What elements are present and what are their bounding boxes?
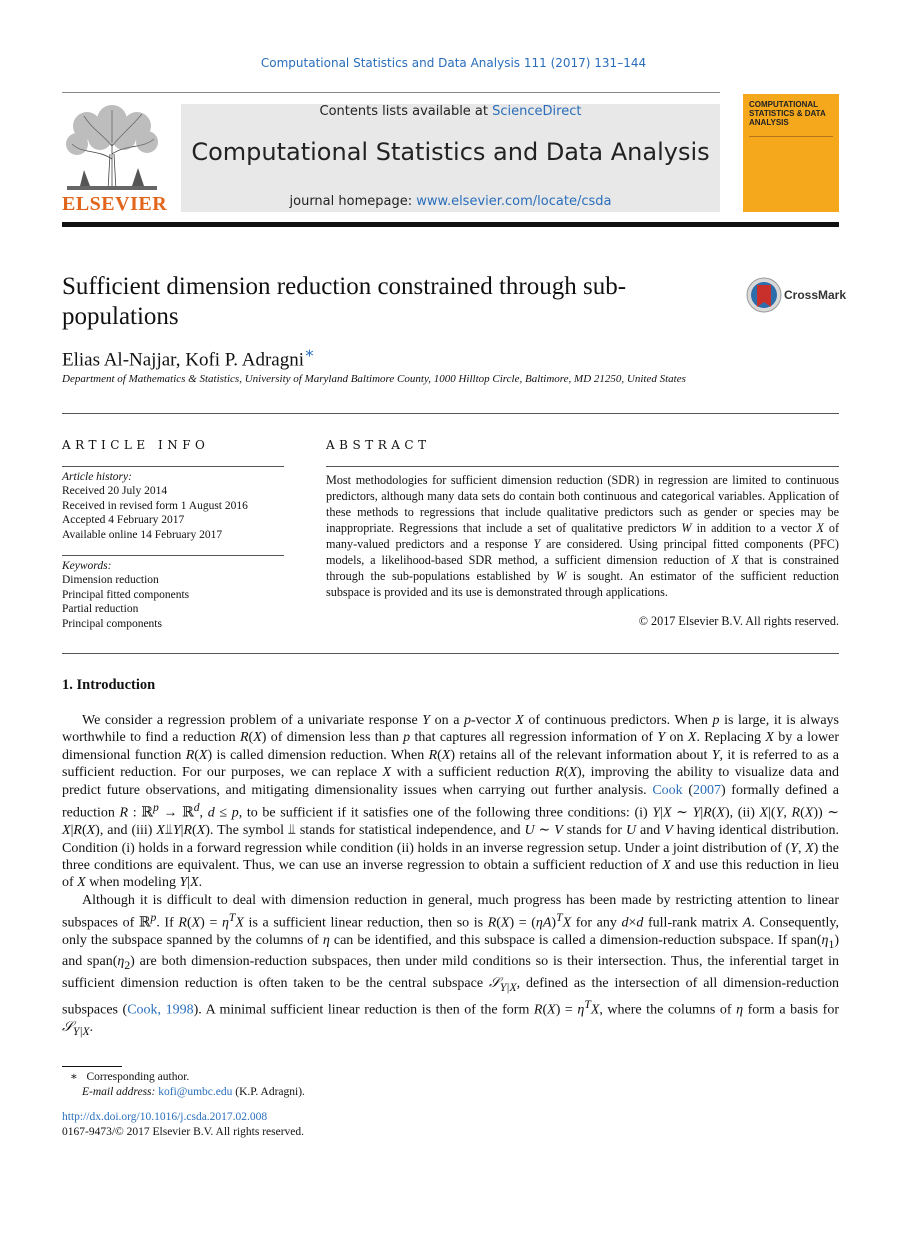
journal-citation[interactable]: Computational Statistics and Data Analysis 111 (2017) 131–144 <box>260 56 647 70</box>
introduction-text <box>62 712 839 1040</box>
footnote-rule <box>62 1066 122 1067</box>
article-info-heading: ARTICLE INFO <box>62 438 210 452</box>
doi-link[interactable]: http://dx.doi.org/10.1016/j.csda.2017.02.008 <box>62 1111 268 1123</box>
citation-link[interactable]: Cook, 1998 <box>127 1002 194 1018</box>
divider <box>62 555 284 556</box>
email-link[interactable]: kofi@umbc.edu <box>158 1086 233 1098</box>
citation-link[interactable]: Cook <box>652 782 683 798</box>
abstract-body: Most methodologies for sufficient dimension reduction (SDR) in regression are limited to continuous predictors, although many data sets do contain both continuous and categorical variables. Application of these methods to regressions that include qualitative predictors such as gender or species may be inappropriate. Regressions that include a set of qualitative predictors W in addition to a vector X of many-valued predictors and a response Y are considered. Using principal fitted components (PFC) models, a likelihood-based SDR method, a sufficient dimension reduction of X that is constrained through the sub-populations established by W is sought. An estimator of the sufficient reduction subspace is provided and its use is demonstrated through applications. <box>326 473 840 599</box>
footnote-marker: ∗ <box>70 1071 78 1083</box>
citation-link[interactable]: 2007 <box>692 782 721 798</box>
email-label: E-mail address: <box>82 1086 159 1098</box>
journal-title: Computational Statistics and Data Analysis <box>191 138 710 166</box>
homepage-prefix: journal homepage: <box>289 194 417 209</box>
divider <box>62 466 284 467</box>
issn-line: 0167-9473/© 2017 Elsevier B.V. All rights reserved. <box>62 1126 305 1138</box>
homepage-line <box>181 194 720 209</box>
corresponding-author-note: Corresponding author. <box>86 1071 190 1083</box>
history-item: Accepted 4 February 2017 <box>62 514 185 527</box>
journal-header-box <box>181 104 720 212</box>
history-label: Article history: <box>62 471 132 483</box>
crossmark-icon <box>746 277 782 313</box>
author-list <box>62 343 315 371</box>
keyword-item: Principal fitted components <box>62 588 190 601</box>
elsevier-logo <box>62 104 168 216</box>
abstract-copyright: © 2017 Elsevier B.V. All rights reserved. <box>638 614 839 628</box>
paragraph: We consider a regression problem of a univariate response Y on a p-vector X of continuous predictors. When p is large, it is always worthwhile to find a reduction R(X) of dimension less than p that captures all regression information of Y on X. Replacing X by a lower dimensional function R(X) is called dimension reduction. When R(X) retains all of the relevant information about Y, it is referred to as a sufficient reduction. For our purposes, we can replace X with a sufficient reduction R(X), improving the ability to visualize data and predict future observations, and mitigating dimensionality issues when carrying out further analysis. Cook (2007) formally defined a reduction R : ℝ$^p$ → ℝ$^d$, d ≤ p, to be sufficient if it satisfies one of the following three conditions: (i) Y|X ∼ Y|R(X), (ii) X|(Y, R(X)) ∼ X|R(X), and (iii) X⫫Y|R(X). The symbol ⫫ stands for statistical independence, and U ∼ V stands for U and V having identical distribution. Condition (i) holds in a forward regression while condition (ii) holds in an inverse regression setup. Under a joint distribution of (Y, X) the three conditions are equivalent. Thus, we can use an inverse regression to obtain a sufficient reduction of X and use this reduction in lieu of X when modeling Y|X. <box>62 713 840 891</box>
cover-title: COMPUTATIONAL STATISTICS & DATA ANALYSIS <box>749 100 826 127</box>
header-thick-rule <box>62 222 839 227</box>
history-item: Received 20 July 2014 <box>62 485 168 498</box>
divider <box>62 653 839 654</box>
email-suffix: (K.P. Adragni). <box>232 1086 305 1098</box>
corresponding-author-marker[interactable]: ∗ <box>303 345 315 362</box>
crossmark-badge[interactable] <box>746 277 846 313</box>
keywords-label: Keywords: <box>62 560 112 572</box>
authors-text: Elias Al-Najjar, Kofi P. Adragni <box>62 349 304 371</box>
keywords <box>62 559 284 631</box>
section-heading-introduction: 1. Introduction <box>62 677 156 693</box>
header-top-rule <box>62 92 720 93</box>
divider <box>326 466 839 467</box>
paragraph: Although it is difficult to deal with dimension reduction in general, much progress has been made by restricting attention to linear subspaces of ℝ$^p$. If $R(X) = \eta^TX$ is a sufficient linear reduction, then so is $R(X) = (\eta A)^TX$ for any d×d full-rank matrix A. Consequently, only the subspace spanned by the columns of η can be identified, and this subspace is called a dimension-reduction subspace. If $span(\eta_1)$ and $span(\eta_2)$ are both dimension-reduction subspaces, then under mild conditions so is their intersection. Thus, the inferential target in sufficient dimension reduction is often taken to be the central subspace 𝒮$_{Y|X}$, defined as the intersection of all dimension-reduction subspaces (Cook, 1998). A minimal sufficient linear reduction is then of the form $R(X) = \eta^TX$, where the columns of η form a basis for 𝒮$_{Y|X}$. <box>62 892 840 1038</box>
article-history <box>62 470 284 542</box>
contents-line <box>181 104 720 119</box>
keyword-item: Principal components <box>62 617 162 630</box>
crossmark-label: CrossMark <box>784 288 847 302</box>
cover-stripe <box>749 136 833 137</box>
article-title: Sufficient dimension reduction constrained through sub-populations <box>62 273 627 330</box>
elsevier-tree-icon <box>62 104 162 194</box>
divider <box>62 413 839 414</box>
doi-block <box>62 1110 662 1140</box>
history-item: Available online 14 February 2017 <box>62 528 223 541</box>
elsevier-wordmark: ELSEVIER <box>62 193 168 215</box>
sciencedirect-link[interactable]: ScienceDirect <box>492 104 582 119</box>
affiliation: Department of Mathematics & Statistics, University of Maryland Baltimore County, 1000 Hilltop Circle, Baltimore, MD 21250, United States <box>62 373 686 385</box>
keyword-item: Dimension reduction <box>62 574 159 587</box>
footnote <box>62 1070 662 1100</box>
history-item: Received in revised form 1 August 2016 <box>62 499 248 512</box>
abstract-heading: ABSTRACT <box>326 438 431 452</box>
journal-homepage-link[interactable]: www.elsevier.com/locate/csda <box>416 194 612 209</box>
contents-prefix: Contents lists available at <box>319 104 493 119</box>
journal-cover-image <box>743 94 839 212</box>
keyword-item: Partial reduction <box>62 603 139 616</box>
